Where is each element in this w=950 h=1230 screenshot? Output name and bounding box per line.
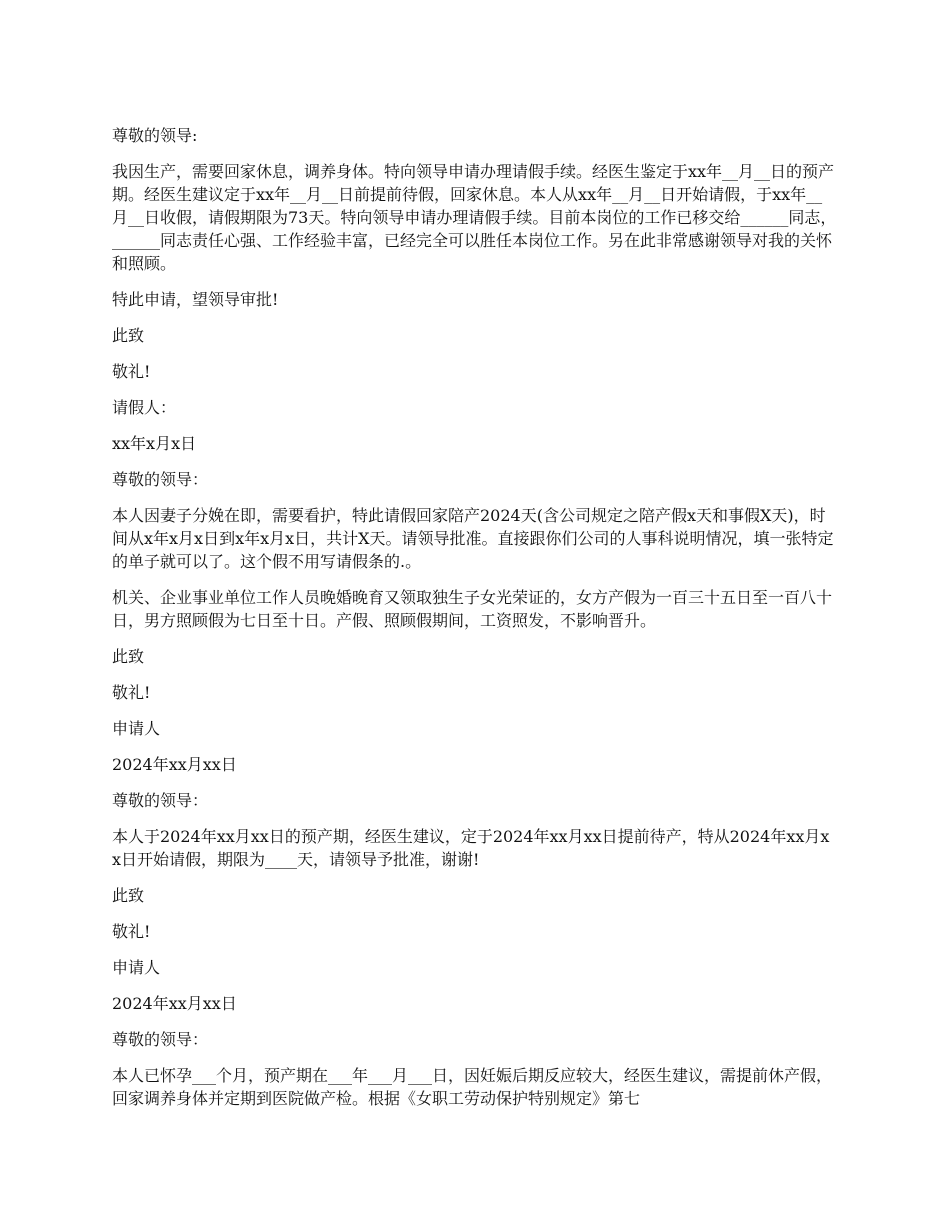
signature-label: 申请人 bbox=[112, 958, 161, 977]
date-line: 2024年xx月xx日 bbox=[112, 755, 237, 774]
body-paragraph: 我因生产，需要回家休息，调养身体。特向领导申请办理请假手续。经医生鉴定于xx年__月__日的预产期。经医生建议定于xx年__月__日前提前待假，回家休息。本人从xx年__月__日开始请假，于xx年__月__日收假，请假期限为73天。特向领导申请办理请假手续。目前本岗位的工作已移交给______同志，______同志责任心强、工作经验丰富，已经完全可以胜任本岗位工作。另在此非常感谢领导对我的关怀和照顾。 bbox=[112, 162, 837, 273]
closing-line: 此致 bbox=[112, 886, 145, 905]
signature-label: 申请人 bbox=[112, 719, 161, 738]
body-paragraph: 本人已怀孕___个月，预产期在___年___月___日，因妊娠后期反应较大，经医生建议，需提前休产假，回家调养身体并定期到医院做产检。根据《女职工劳动保护特别规定》第七 bbox=[112, 1066, 833, 1108]
salute-line: 敬礼! bbox=[112, 922, 151, 941]
greeting: 尊敬的领导： bbox=[112, 1030, 209, 1049]
signature-label: 请假人： bbox=[112, 398, 177, 417]
document-body bbox=[112, 124, 838, 1123]
greeting: 尊敬的领导： bbox=[112, 791, 209, 810]
body-paragraph: 机关、企业事业单位工作人员晚婚晚育又领取独生子女光荣证的，女方产假为一百三十五日至一百八十日，男方照顾假为七日至十日。产假、照顾假期间，工资照发，不影响晋升。 bbox=[112, 588, 833, 630]
salute-line: 敬礼! bbox=[112, 362, 151, 381]
body-paragraph: 本人于2024年xx月xx日的预产期，经医生建议，定于2024年xx月xx日提前待产，特从2024年xx月xx日开始请假，期限为____天，请领导予批准，谢谢! bbox=[112, 827, 830, 869]
closing-line: 此致 bbox=[112, 326, 145, 345]
greeting: 尊敬的领导： bbox=[112, 470, 209, 489]
body-paragraph: 本人因妻子分娩在即，需要看护，特此请假回家陪产2024天(含公司规定之陪产假x天和事假X天)，时间从x年x月x日到x年x月x日，共计X天。请领导批准。直接跟你们公司的人事科说明情况，填一张特定的单子就可以了。这个假不用写请假条的.。 bbox=[112, 506, 834, 571]
date-line: xx年x月x日 bbox=[112, 434, 197, 453]
request-line: 特此申请，望领导审批! bbox=[112, 290, 279, 309]
greeting: 尊敬的领导: bbox=[112, 126, 198, 145]
closing-line: 此致 bbox=[112, 647, 145, 666]
salute-line: 敬礼! bbox=[112, 683, 151, 702]
date-line: 2024年xx月xx日 bbox=[112, 994, 237, 1013]
